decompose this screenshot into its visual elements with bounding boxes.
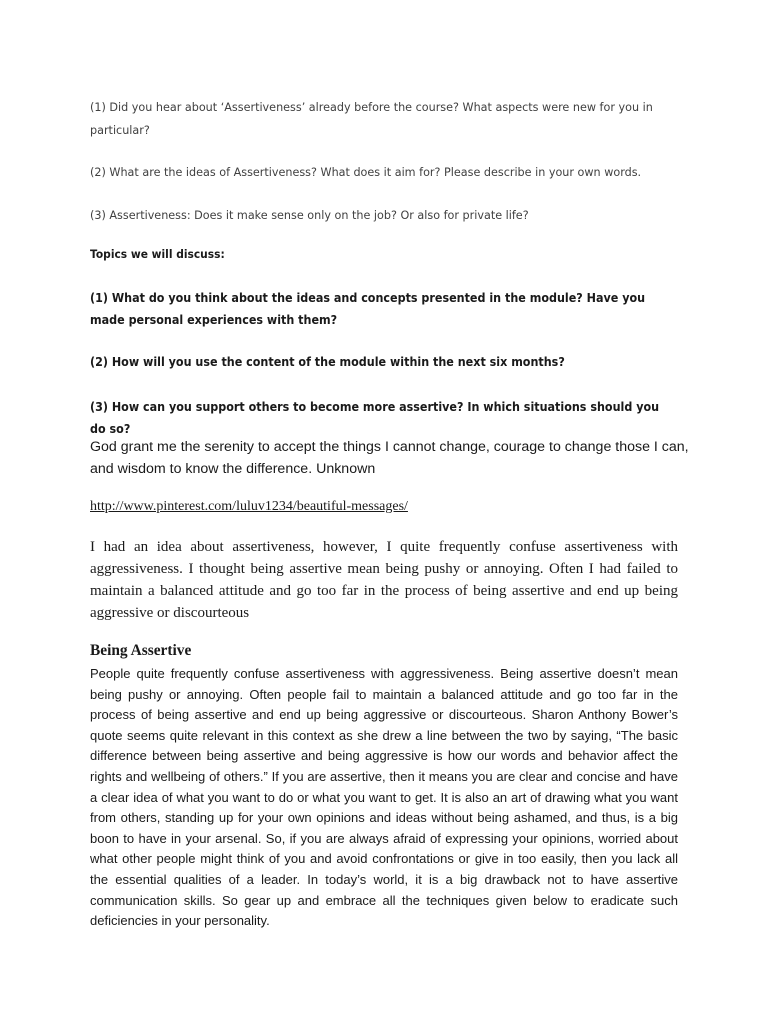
pinterest-link[interactable]: http://www.pinterest.com/luluv1234/beautiful-messages/: [90, 499, 408, 514]
question-2: (2) What are the ideas of Assertiveness? What does it aim for? Please describe in your own words.: [90, 166, 642, 179]
topics-heading: Topics we will discuss:: [90, 247, 225, 261]
serenity-quote: God grant me the serenity to accept the things I cannot change, courage to change those I can, and wisdom to know the difference. Unknown: [90, 439, 689, 477]
section-title: Being Assertive: [90, 642, 192, 659]
reflection-paragraph: I had an idea about assertiveness, however, I quite frequently confuse assertiveness with aggressiveness. I thought being assertive mean being pushy or annoying. Often I had failed to maintain a balanced attitude and go too far in the process of being assertive and end up being aggressive or discourteous: [90, 539, 678, 621]
question-1: (1) Did you hear about ‘Assertiveness’ already before the course? What aspects were new for you in particular?: [90, 101, 653, 137]
section-body: People quite frequently confuse assertiveness with aggressiveness. Being assertive doesn’t mean being pushy or annoying. Often people fail to maintain a balanced attitude and go too far in the process of being assertive and end up being aggressive or discourteous. Sharon Anthony Bower’s quote seems quite relevant in this context as she drew a line between the two by saying, “The basic difference between being assertive and being aggressive is how our words and behavior affect the rights and wellbeing of others.” If you are assertive, then it means you are clear and concise and have a clear idea of what you want to do or what you want to get. It is also an art of drawing what you want from others, standing up for your own opinions and ideas without being ashamed, and thus, is a big boon to have in your arsenal. So, if you are always afraid of expressing your opinions, worried about what other people might think of you and avoid confrontations or give in too easily, then you lack all the essential qualities of a leader. In today’s world, it is a big drawback not to have assertive communication skills. So gear up and embrace all the techniques given below to eradicate such deficiencies in your personality.: [90, 666, 678, 929]
topic-1: (1) What do you think about the ideas and concepts presented in the module? Have you made personal experiences with them?: [90, 290, 646, 327]
topic-2: (2) How will you use the content of the module within the next six months?: [90, 354, 565, 369]
question-3: (3) Assertiveness: Does it make sense only on the job? Or also for private life?: [90, 209, 529, 222]
topic-3: (3) How can you support others to become more assertive? In which situations should you do so?: [90, 399, 660, 436]
